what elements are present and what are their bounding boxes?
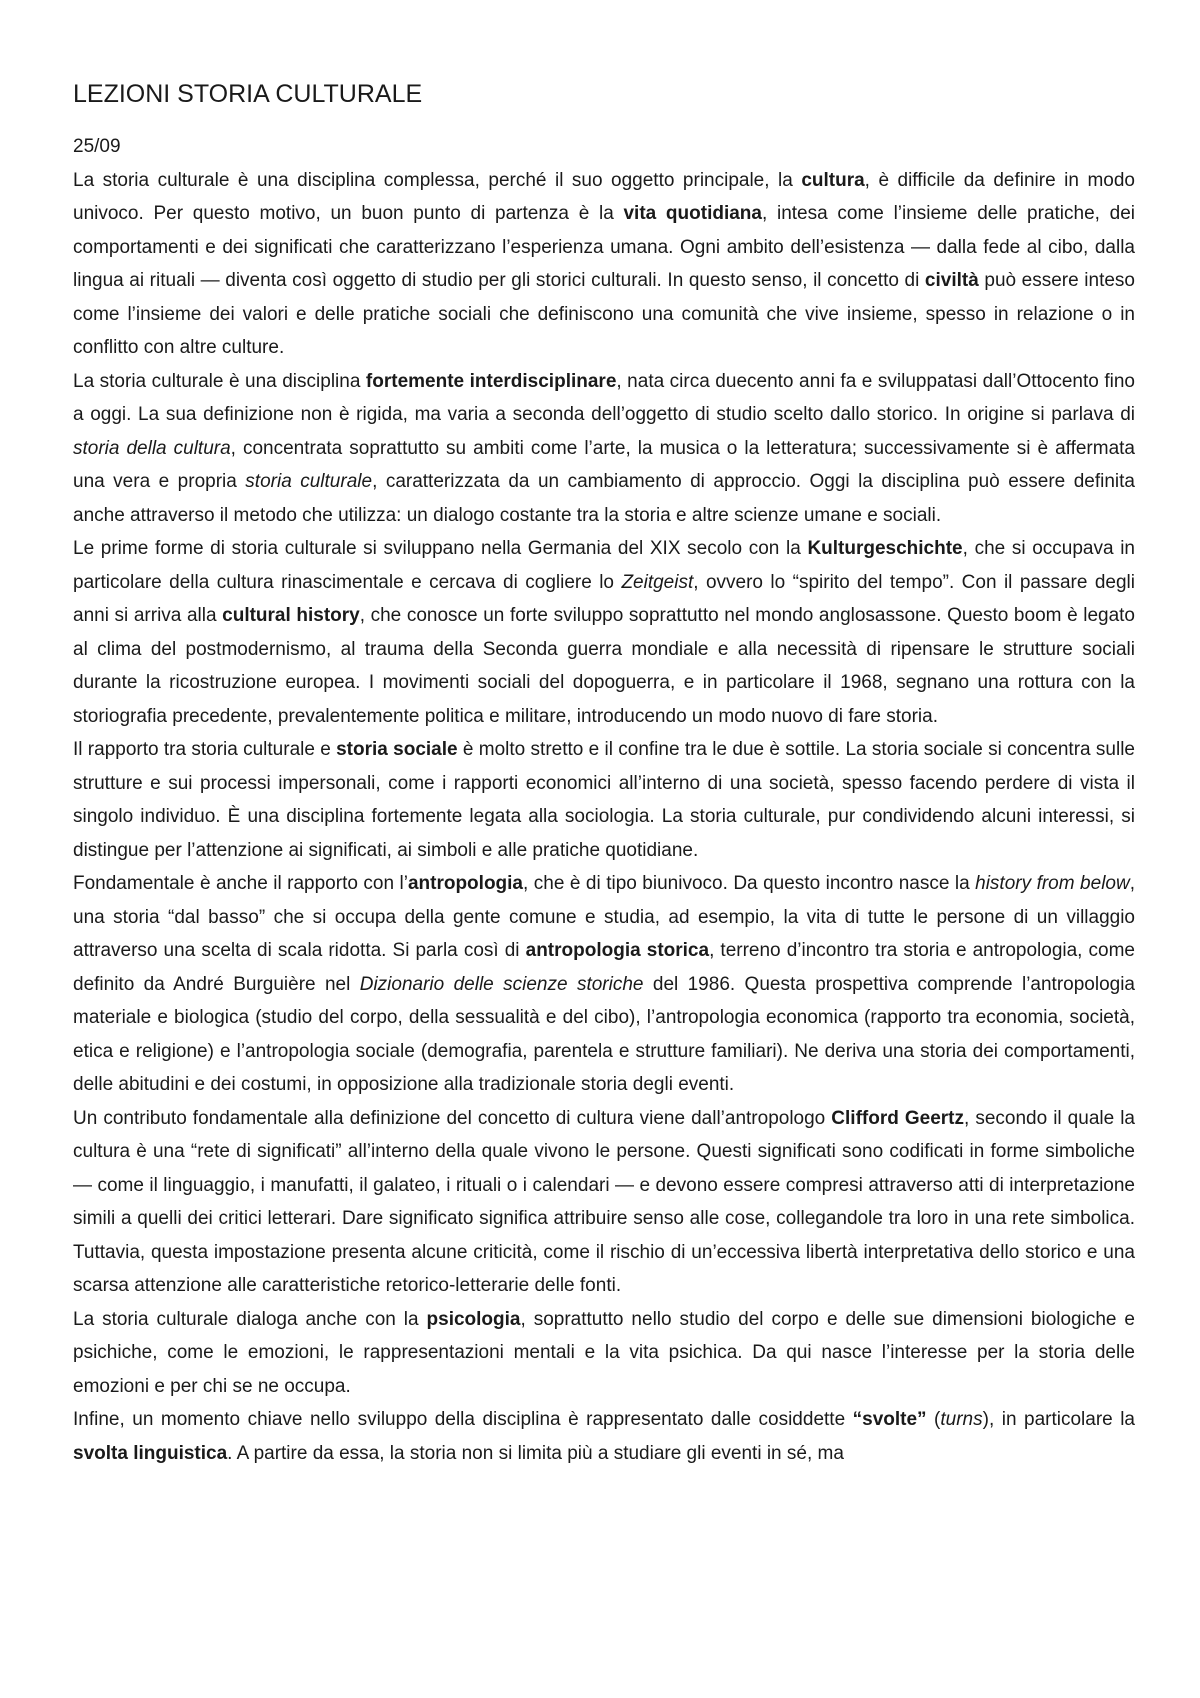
text-run: , intesa come l’insieme delle pratiche, dei comportamenti e dei significati che caratterizzano l’esperienza umana. Ogni ambito dell’esistenza — dalla fede al cibo, dalla lingua ai rituali — diventa così oggetto di studio per gli storici culturali. In questo senso, il concetto di <box>73 203 1135 291</box>
text-run: può essere inteso come l’insieme dei valori e delle pratiche sociali che definiscono una comunità che vive insieme, spesso in relazione o in conflitto con altre culture. <box>73 270 1135 358</box>
text-run: , che si occupava in particolare della cultura rinascimentale e cercava di cogliere lo <box>73 538 1135 593</box>
bold-term: “svolte” <box>852 1409 927 1430</box>
lesson-date: 25/09 <box>73 136 121 157</box>
italic-term: Zeitgeist <box>621 571 694 593</box>
text-run: , che conosce un forte sviluppo soprattutto nel mondo anglosassone. Questo boom è legato al clima del postmodernismo, al trauma della Seconda guerra mondiale e alla necessità di ripensare le strutture sociali durante la ricostruzione europea. I movimenti sociali del dopoguerra, e in particolare il 1968, segnano una rottura con la storiografia precedente, prevalentemente politica e militare, introducendo un modo nuovo di fare storia. <box>73 605 1136 727</box>
document-title: LEZIONI STORIA CULTURALE <box>73 80 423 108</box>
paragraph <box>73 1102 1135 1303</box>
text-run: Infine, un momento chiave nello sviluppo della disciplina è rappresentato dalle cosiddette <box>73 1409 853 1430</box>
text-run: . A partire da essa, la storia non si limita più a studiare gli eventi in sé, ma <box>227 1442 844 1464</box>
bold-term: antropologia storica <box>525 940 710 961</box>
bold-term: psicologia <box>426 1308 521 1330</box>
paragraph <box>73 1303 1135 1404</box>
text-run: ( <box>926 1409 941 1430</box>
text-run: , ovvero lo “spirito del tempo”. Con il passare degli anni si arriva alla <box>73 571 1135 626</box>
italic-term: storia della cultura <box>73 437 231 459</box>
document-body <box>73 164 1135 1471</box>
italic-term: history from below <box>975 873 1130 894</box>
text-run: del 1986. Questa prospettiva comprende l’antropologia materiale e biologica (studio del corpo, della sessualità e del cibo), l’antropologia economica (rapporto tra economia, società, etica e religione) e l’antropologia sociale (demografia, parentela e strutture familiari). Ne deriva una storia dei comportamenti, delle abitudini e dei costumi, in opposizione alla tradizionale storia degli eventi. <box>73 973 1135 1095</box>
text-run: , secondo il quale la cultura è una “rete di significati” all’interno della quale vivono le persone. Questi significati sono codificati in forme simboliche — come il linguaggio, i manufatti, il galateo, i rituali o i calendari — e devono essere compresi attraverso atti di interpretazione simili a quelli dei critici letterari. Dare significato significa attribuire senso alle cose, collegandole tra loro in una rete simbolica. Tuttavia, questa impostazione presenta alcune criticità, come il rischio di un’eccessiva libertà interpretativa dello storico e una scarsa attenzione alle caratteristiche retorico-letterarie delle fonti. <box>73 1107 1136 1296</box>
text-run: , una storia “dal basso” che si occupa della gente comune e studia, ad esempio, la vita di tutte le persone di un villaggio attraverso una scelta di scala ridotta. Si parla così di <box>73 873 1135 961</box>
text-run: , nata circa duecento anni fa e sviluppatasi dall’Ottocento fino a oggi. La sua definizione non è rigida, ma varia a seconda dell’oggetto di studio scelto dallo storico. In origine si parlava di <box>73 370 1135 425</box>
text-run: La storia culturale è una disciplina <box>73 370 366 392</box>
text-run: Il rapporto tra storia culturale e <box>73 739 337 760</box>
paragraph <box>73 867 1135 1102</box>
text-run: , caratterizzata da un cambiamento di approccio. Oggi la disciplina può essere definita anche attraverso il metodo che utilizza: un dialogo costante tra la storia e altre scienze umane e sociali. <box>73 471 1135 526</box>
bold-term: Clifford Geertz <box>831 1107 965 1129</box>
text-run: , soprattutto nello studio del corpo e delle sue dimensioni biologiche e psichiche, come le emozioni, le rappresentazioni mentali e la vita psichica. Da qui nasce l’interesse per la storia delle emozioni e per chi se ne occupa. <box>73 1308 1135 1397</box>
text-run: Le prime forme di storia culturale si sviluppano nella Germania del XIX secolo con la <box>73 538 808 559</box>
bold-term: storia sociale <box>336 739 458 760</box>
bold-term: vita quotidiana <box>623 203 762 224</box>
paragraph <box>73 1403 1135 1470</box>
document-page <box>73 78 1135 1470</box>
text-run: è molto stretto e il confine tra le due è sottile. La storia sociale si concentra sulle strutture e sui processi impersonali, come i rapporti economici all’interno di una società, spesso facendo perdere di vista il singolo individuo. È una disciplina fortemente legata alla sociologia. La storia culturale, pur condividendo alcuni interessi, si distingue per l’attenzione ai significati, ai simboli e alle pratiche quotidiane. <box>73 739 1135 861</box>
text-run: , terreno d’incontro tra storia e antropologia, come definito da André Burguière nel <box>73 940 1136 995</box>
bold-term: fortemente interdisciplinare <box>365 370 617 392</box>
bold-term: svolta linguistica <box>73 1442 228 1464</box>
text-run: , che è di tipo biunivoco. Da questo incontro nasce la <box>523 873 976 894</box>
text-run: Fondamentale è anche il rapporto con l’ <box>73 873 408 894</box>
italic-term: storia culturale <box>245 471 373 492</box>
text-run: Un contributo fondamentale alla definizione del concetto di cultura viene dall’antropologo <box>73 1107 832 1129</box>
paragraph <box>73 733 1135 867</box>
text-run: La storia culturale dialoga anche con la <box>73 1308 427 1330</box>
bold-term: antropologia <box>407 873 524 894</box>
text-run: La storia culturale è una disciplina complessa, perché il suo oggetto principale, la <box>73 169 802 191</box>
bold-term: Kulturgeschichte <box>807 538 963 559</box>
text-run: , è difficile da definire in modo univoco. Per questo motivo, un buon punto di partenza è la <box>73 169 1135 224</box>
paragraph <box>73 365 1135 533</box>
text-run: ), in particolare la <box>982 1409 1135 1430</box>
paragraph <box>73 532 1135 733</box>
italic-term: Dizionario delle scienze storiche <box>359 973 644 995</box>
bold-term: cultura <box>801 169 865 191</box>
bold-term: cultural history <box>222 605 360 626</box>
bold-term: civiltà <box>924 270 979 291</box>
text-run: , concentrata soprattutto su ambiti come l’arte, la musica o la letteratura; successivamente si è affermata una vera e propria <box>73 437 1135 492</box>
italic-term: turns <box>940 1409 983 1430</box>
paragraph <box>73 164 1135 365</box>
